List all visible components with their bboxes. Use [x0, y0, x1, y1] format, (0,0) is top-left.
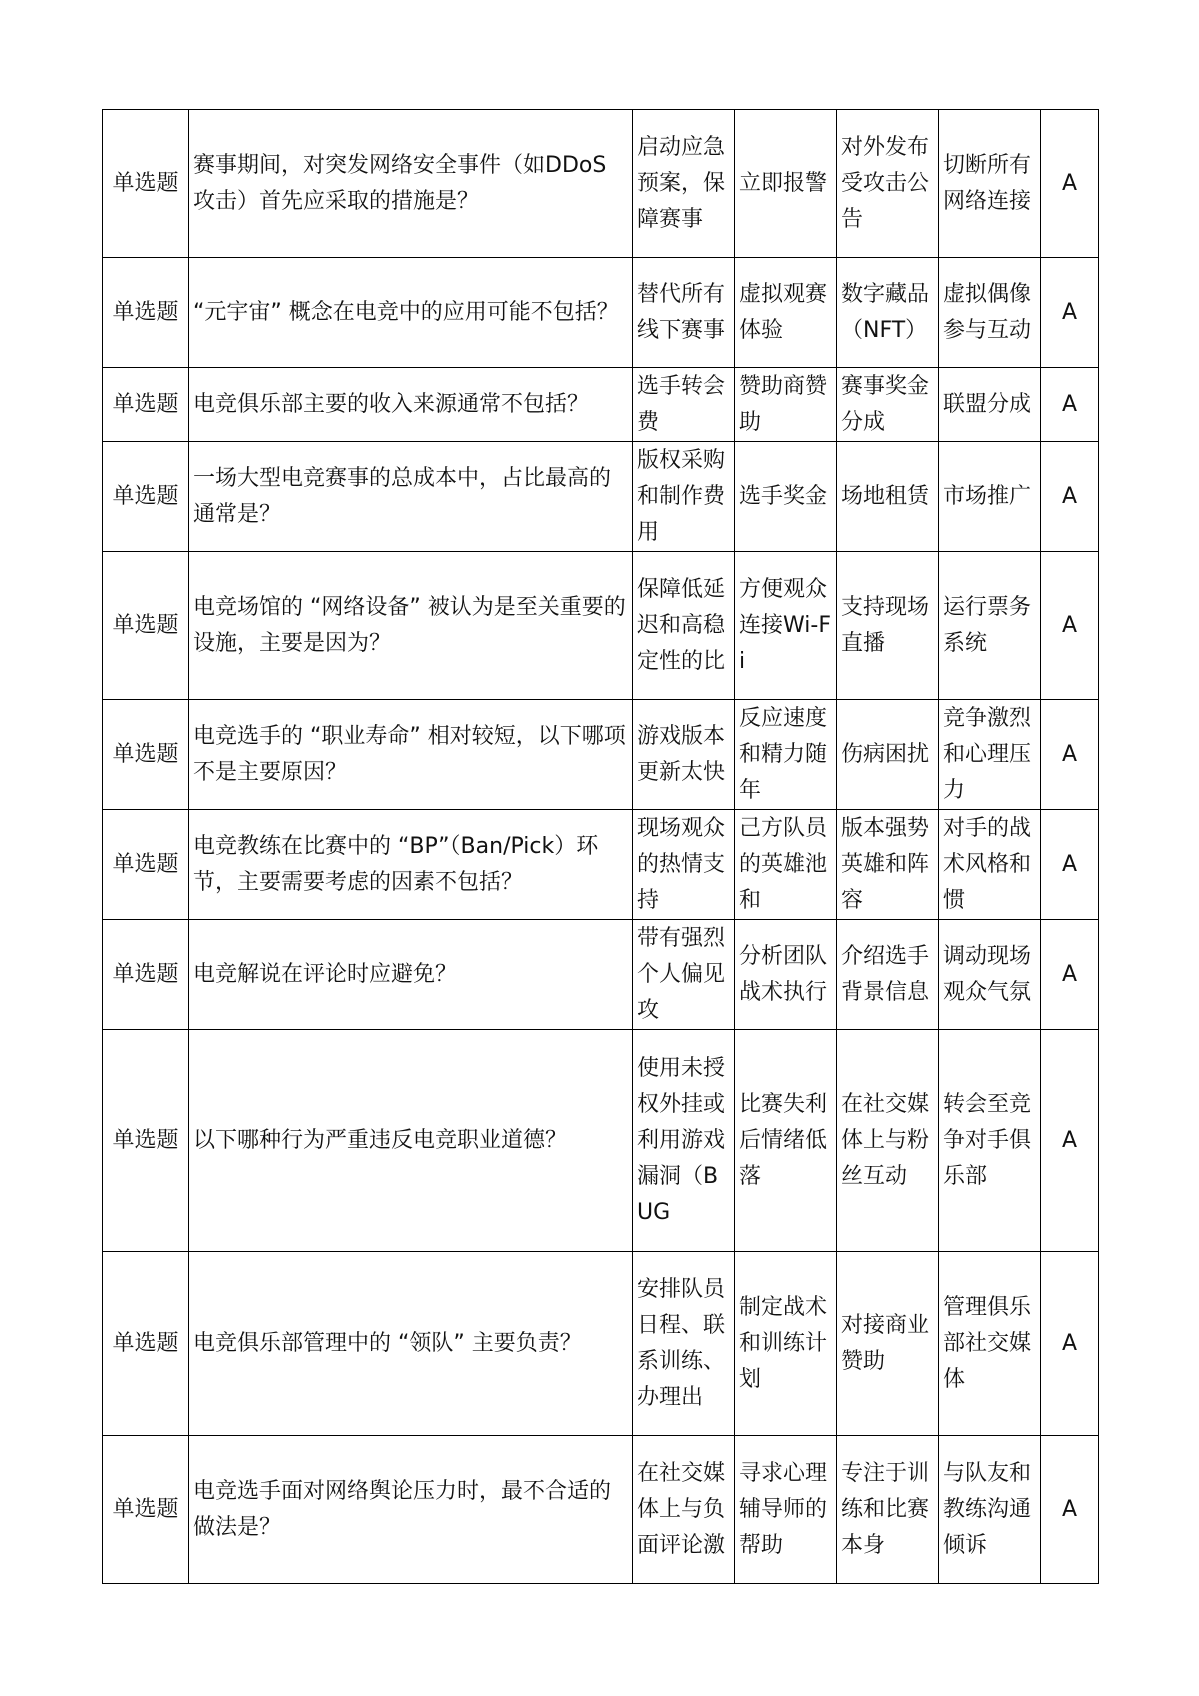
option-c-cell [837, 1252, 939, 1436]
question-text: 一场大型电竞赛事的总成本中，占比最高的通常是？ [193, 465, 612, 527]
answer-text: A [1061, 1127, 1078, 1153]
option-b-text: 虚拟观赛体验 [739, 281, 828, 343]
option-b-cell [735, 1436, 837, 1584]
option-a-text: 选手转会费 [637, 373, 726, 435]
option-d-cell [939, 1252, 1041, 1436]
option-d-cell [939, 920, 1041, 1030]
option-a-cell [633, 1252, 735, 1436]
option-c-text: 在社交媒体上与粉丝互动 [841, 1091, 930, 1189]
question-text: “元宇宙” 概念在电竞中的应用可能不包括？ [193, 299, 619, 325]
option-d-cell [939, 258, 1041, 368]
question-type-text: 单选题 [112, 851, 179, 877]
option-b-cell [735, 110, 837, 258]
answer-cell [1041, 810, 1099, 920]
answer-text: A [1061, 299, 1078, 325]
option-b-text: 方便观众连接Wi-Fi [739, 576, 831, 674]
option-c-text: 版本强势英雄和阵容 [841, 815, 930, 913]
answer-cell [1041, 1252, 1099, 1436]
question-cell [189, 442, 633, 552]
question-text: 电竞解说在评论时应避免？ [193, 961, 458, 987]
table-body [103, 110, 1099, 1584]
option-c-cell [837, 810, 939, 920]
option-d-cell [939, 552, 1041, 700]
option-d-text: 对手的战术风格和惯 [943, 815, 1032, 913]
question-type-text: 单选题 [112, 391, 179, 417]
question-type-cell [103, 1030, 189, 1252]
option-c-cell [837, 1436, 939, 1584]
answer-text: A [1061, 391, 1078, 417]
table-row [103, 110, 1099, 258]
option-c-cell [837, 442, 939, 552]
question-type-text: 单选题 [112, 1127, 179, 1153]
option-c-text: 对接商业赞助 [841, 1312, 930, 1374]
option-d-text: 虚拟偶像参与互动 [943, 281, 1032, 343]
question-text: 电竞俱乐部主要的收入来源通常不包括？ [193, 391, 590, 417]
option-b-cell [735, 810, 837, 920]
question-type-cell [103, 442, 189, 552]
question-type-cell [103, 110, 189, 258]
table-row [103, 920, 1099, 1030]
question-text: 电竞场馆的 “网络设备” 被认为是至关重要的设施，主要是因为？ [193, 594, 626, 656]
answer-cell [1041, 258, 1099, 368]
option-a-text: 安排队员日程、联系训练、办理出 [637, 1276, 726, 1410]
question-cell [189, 1030, 633, 1252]
option-a-text: 带有强烈个人偏见攻 [637, 925, 726, 1023]
question-type-text: 单选题 [112, 483, 179, 509]
question-type-text: 单选题 [112, 741, 179, 767]
option-d-cell [939, 1436, 1041, 1584]
question-text: 电竞俱乐部管理中的 “领队” 主要负责？ [193, 1330, 582, 1356]
option-c-text: 数字藏品（NFT） [841, 281, 930, 343]
option-b-text: 反应速度和精力随年 [739, 705, 828, 803]
answer-cell [1041, 368, 1099, 442]
option-b-text: 比赛失利后情绪低落 [739, 1091, 828, 1189]
option-a-text: 游戏版本更新太快 [637, 723, 726, 785]
answer-text: A [1061, 961, 1078, 987]
option-c-text: 赛事奖金分成 [841, 373, 930, 435]
option-b-cell [735, 258, 837, 368]
table-row [103, 810, 1099, 920]
question-type-cell [103, 368, 189, 442]
option-d-cell [939, 810, 1041, 920]
table-row [103, 552, 1099, 700]
option-c-cell [837, 110, 939, 258]
question-text: 电竞选手面对网络舆论压力时，最不合适的做法是？ [193, 1478, 612, 1540]
answer-cell [1041, 1030, 1099, 1252]
table-row [103, 700, 1099, 810]
table-row [103, 442, 1099, 552]
option-a-cell [633, 442, 735, 552]
option-b-text: 分析团队战术执行 [739, 943, 828, 1005]
option-c-text: 介绍选手背景信息 [841, 943, 930, 1005]
option-d-text: 与队友和教练沟通倾诉 [943, 1460, 1032, 1558]
answer-text: A [1061, 1496, 1078, 1522]
option-a-cell [633, 1436, 735, 1584]
option-d-text: 市场推广 [943, 483, 1032, 509]
option-d-text: 竞争激烈和心理压力 [943, 705, 1032, 803]
option-b-text: 制定战术和训练计划 [739, 1294, 828, 1392]
question-type-text: 单选题 [112, 612, 179, 638]
answer-cell [1041, 920, 1099, 1030]
question-cell [189, 258, 633, 368]
question-type-text: 单选题 [112, 961, 179, 987]
answer-text: A [1061, 612, 1078, 638]
option-c-cell [837, 368, 939, 442]
option-d-cell [939, 368, 1041, 442]
option-c-text: 对外发布受攻击公告 [841, 134, 930, 232]
option-c-cell [837, 1030, 939, 1252]
option-a-cell [633, 552, 735, 700]
option-b-text: 立即报警 [739, 170, 828, 196]
question-text: 赛事期间，对突发网络安全事件（如DDoS 攻击）首先应采取的措施是？ [193, 152, 607, 214]
option-d-text: 管理俱乐部社交媒体 [943, 1294, 1032, 1392]
option-a-text: 替代所有线下赛事 [637, 281, 726, 343]
question-cell [189, 552, 633, 700]
option-a-text: 启动应急预案，保障赛事 [637, 134, 726, 232]
option-b-cell [735, 1252, 837, 1436]
answer-cell [1041, 110, 1099, 258]
option-a-cell [633, 810, 735, 920]
question-cell [189, 1436, 633, 1584]
table-row [103, 258, 1099, 368]
option-d-cell [939, 700, 1041, 810]
answer-cell [1041, 700, 1099, 810]
option-c-text: 伤病困扰 [841, 741, 930, 767]
question-type-text: 单选题 [112, 170, 179, 196]
option-d-text: 运行票务系统 [943, 594, 1032, 656]
question-cell [189, 810, 633, 920]
option-a-text: 版权采购和制作费用 [637, 447, 726, 545]
question-type-cell [103, 1252, 189, 1436]
question-text: 电竞选手的 “职业寿命” 相对较短，以下哪项不是主要原因？ [193, 723, 626, 785]
option-d-cell [939, 442, 1041, 552]
option-c-cell [837, 920, 939, 1030]
option-b-text: 赞助商赞助 [739, 373, 828, 435]
answer-text: A [1061, 851, 1078, 877]
answer-text: A [1061, 170, 1078, 196]
option-c-cell [837, 700, 939, 810]
answer-text: A [1061, 741, 1078, 767]
question-type-text: 单选题 [112, 1330, 179, 1356]
option-a-cell [633, 700, 735, 810]
option-b-cell [735, 368, 837, 442]
answer-cell [1041, 552, 1099, 700]
option-b-cell [735, 920, 837, 1030]
question-type-cell [103, 810, 189, 920]
option-d-text: 转会至竞争对手俱乐部 [943, 1091, 1032, 1189]
option-a-text: 保障低延迟和高稳定性的比 [637, 576, 726, 674]
option-c-text: 专注于训练和比赛本身 [841, 1460, 930, 1558]
question-table [102, 109, 1099, 1584]
answer-text: A [1061, 483, 1078, 509]
option-a-text: 现场观众的热情支持 [637, 815, 726, 913]
option-a-text: 使用未授权外挂或利用游戏漏洞（BUG [637, 1055, 726, 1225]
question-cell [189, 110, 633, 258]
option-c-cell [837, 552, 939, 700]
option-a-text: 在社交媒体上与负面评论激 [637, 1460, 726, 1558]
option-b-text: 寻求心理辅导师的帮助 [739, 1460, 828, 1558]
question-cell [189, 1252, 633, 1436]
option-a-cell [633, 368, 735, 442]
question-type-cell [103, 700, 189, 810]
answer-text: A [1061, 1330, 1078, 1356]
table-row [103, 368, 1099, 442]
option-c-cell [837, 258, 939, 368]
table-row [103, 1436, 1099, 1584]
question-type-text: 单选题 [112, 1496, 179, 1522]
option-d-text: 调动现场观众气氛 [943, 943, 1032, 1005]
option-d-cell [939, 110, 1041, 258]
option-b-cell [735, 700, 837, 810]
question-text: 电竞教练在比赛中的 “BP”（Ban/Pick）环节，主要需要考虑的因素不包括？ [193, 833, 599, 895]
option-b-text: 己方队员的英雄池和 [739, 815, 828, 913]
option-d-cell [939, 1030, 1041, 1252]
option-c-text: 支持现场直播 [841, 594, 930, 656]
answer-cell [1041, 1436, 1099, 1584]
option-b-cell [735, 1030, 837, 1252]
question-type-cell [103, 552, 189, 700]
answer-cell [1041, 442, 1099, 552]
question-type-cell [103, 1436, 189, 1584]
table-row [103, 1252, 1099, 1436]
question-type-text: 单选题 [112, 299, 179, 325]
option-b-cell [735, 442, 837, 552]
option-d-text: 切断所有网络连接 [943, 152, 1032, 214]
table-row [103, 1030, 1099, 1252]
question-type-cell [103, 258, 189, 368]
option-b-cell [735, 552, 837, 700]
option-a-cell [633, 920, 735, 1030]
option-a-cell [633, 258, 735, 368]
option-a-cell [633, 1030, 735, 1252]
option-c-text: 场地租赁 [841, 483, 930, 509]
question-text: 以下哪种行为严重违反电竞职业道德？ [193, 1127, 568, 1153]
question-type-cell [103, 920, 189, 1030]
option-d-text: 联盟分成 [943, 391, 1032, 417]
option-a-cell [633, 110, 735, 258]
question-cell [189, 368, 633, 442]
question-cell [189, 920, 633, 1030]
question-cell [189, 700, 633, 810]
option-b-text: 选手奖金 [739, 483, 828, 509]
